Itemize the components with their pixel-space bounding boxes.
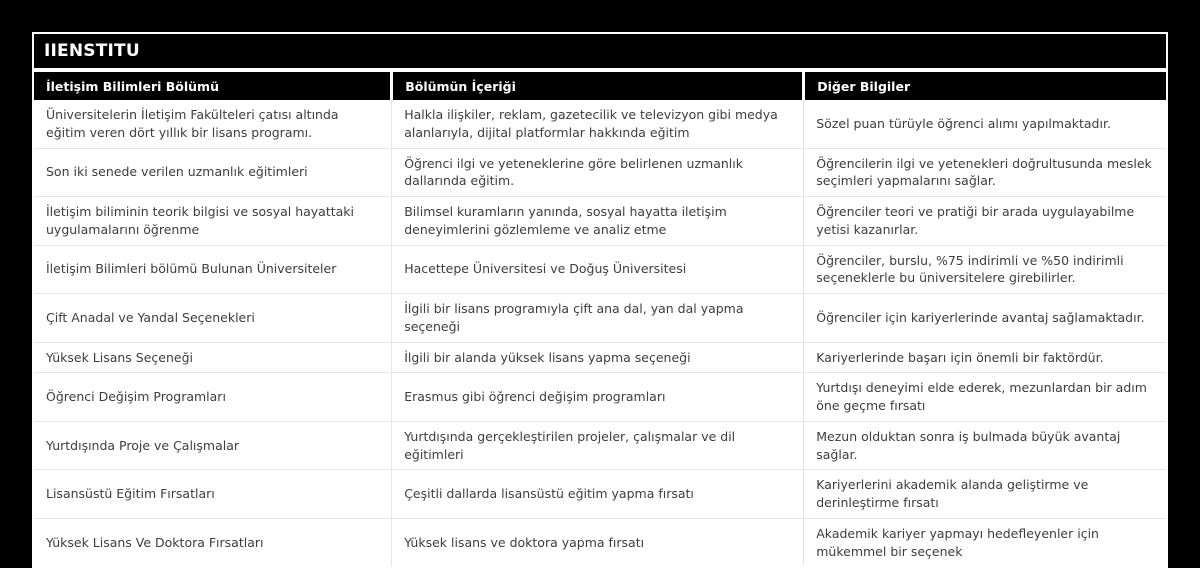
- cell-content: Bilimsel kuramların yanında, sosyal hayatta iletişim deneyimlerini gözlemleme ve analiz etme: [392, 197, 804, 246]
- cell-department: Yüksek Lisans Seçeneği: [34, 342, 392, 373]
- cell-other: Akademik kariyer yapmayı hedefleyenler için mükemmel bir seçenek: [804, 518, 1166, 566]
- cell-content: İlgili bir lisans programıyla çift ana dal, yan dal yapma seçeneği: [392, 294, 804, 343]
- table-row: [34, 245, 1166, 294]
- table-header: [34, 72, 1166, 100]
- column-header-content: Bölümün İçeriği: [392, 72, 804, 100]
- table-row: [34, 421, 1166, 470]
- brand-title: IIENSTITU: [44, 41, 140, 61]
- table-row: [34, 197, 1166, 246]
- column-header-department: İletişim Bilimleri Bölümü: [34, 72, 392, 100]
- table-row: [34, 294, 1166, 343]
- cell-content: Öğrenci ilgi ve yeteneklerine göre belirlenen uzmanlık dallarında eğitim.: [392, 148, 804, 197]
- table-row: [34, 518, 1166, 566]
- cell-content: Halkla ilişkiler, reklam, gazetecilik ve televizyon gibi medya alanlarıyla, dijital platformlar hakkında eğitim: [392, 100, 804, 148]
- cell-other: Mezun olduktan sonra iş bulmada büyük avantaj sağlar.: [804, 421, 1166, 470]
- cell-department: Yurtdışında Proje ve Çalışmalar: [34, 421, 392, 470]
- cell-department: Üniversitelerin İletişim Fakülteleri çatısı altında eğitim veren dört yıllık bir lisans programı.: [34, 100, 392, 148]
- cell-content: Erasmus gibi öğrenci değişim programları: [392, 373, 804, 422]
- cell-department: Son iki senede verilen uzmanlık eğitimleri: [34, 148, 392, 197]
- cell-department: İletişim Bilimleri bölümü Bulunan Üniversiteler: [34, 245, 392, 294]
- cell-content: Yurtdışında gerçekleştirilen projeler, çalışmalar ve dil eğitimleri: [392, 421, 804, 470]
- cell-other: Öğrenciler için kariyerlerinde avantaj sağlamaktadır.: [804, 294, 1166, 343]
- info-table: [34, 72, 1166, 566]
- column-header-other: Diğer Bilgiler: [804, 72, 1166, 100]
- cell-department: Lisansüstü Eğitim Fırsatları: [34, 470, 392, 519]
- cell-other: Yurtdışı deneyimi elde ederek, mezunlardan bir adım öne geçme fırsatı: [804, 373, 1166, 422]
- cell-other: Sözel puan türüyle öğrenci alımı yapılmaktadır.: [804, 100, 1166, 148]
- cell-content: Çeşitli dallarda lisansüstü eğitim yapma fırsatı: [392, 470, 804, 519]
- cell-department: Öğrenci Değişim Programları: [34, 373, 392, 422]
- cell-other: Kariyerlerinde başarı için önemli bir faktördür.: [804, 342, 1166, 373]
- cell-other: Öğrencilerin ilgi ve yetenekleri doğrultusunda meslek seçimleri yapmalarını sağlar.: [804, 148, 1166, 197]
- cell-content: Yüksek lisans ve doktora yapma fırsatı: [392, 518, 804, 566]
- cell-department: Yüksek Lisans Ve Doktora Fırsatları: [46, 534, 264, 550]
- table-row: [34, 342, 1166, 373]
- cell-content: Hacettepe Üniversitesi ve Doğuş Üniversitesi: [392, 245, 804, 294]
- brand-header: [34, 34, 1166, 68]
- cell-other: Öğrenciler, burslu, %75 indirimli ve %50 indirimli seçeneklerle bu üniversitelere girebilirler.: [804, 245, 1166, 294]
- table-row: [34, 100, 1166, 148]
- cell-department: Çift Anadal ve Yandal Seçenekleri: [34, 294, 392, 343]
- table-row: [34, 470, 1166, 519]
- cell-other: Kariyerlerini akademik alanda geliştirme ve derinleştirme fırsatı: [804, 470, 1166, 519]
- table-header-row: [34, 72, 1166, 100]
- table-row: [34, 373, 1166, 422]
- content-card: [32, 32, 1168, 568]
- cell-other: Öğrenciler teori ve pratiği bir arada uygulayabilme yetisi kazanırlar.: [804, 197, 1166, 246]
- cell-content: İlgili bir alanda yüksek lisans yapma seçeneği: [392, 342, 804, 373]
- table-row: [34, 148, 1166, 197]
- cell-department: İletişim biliminin teorik bilgisi ve sosyal hayattaki uygulamalarını öğrenme: [34, 197, 392, 246]
- table-body: [34, 100, 1166, 566]
